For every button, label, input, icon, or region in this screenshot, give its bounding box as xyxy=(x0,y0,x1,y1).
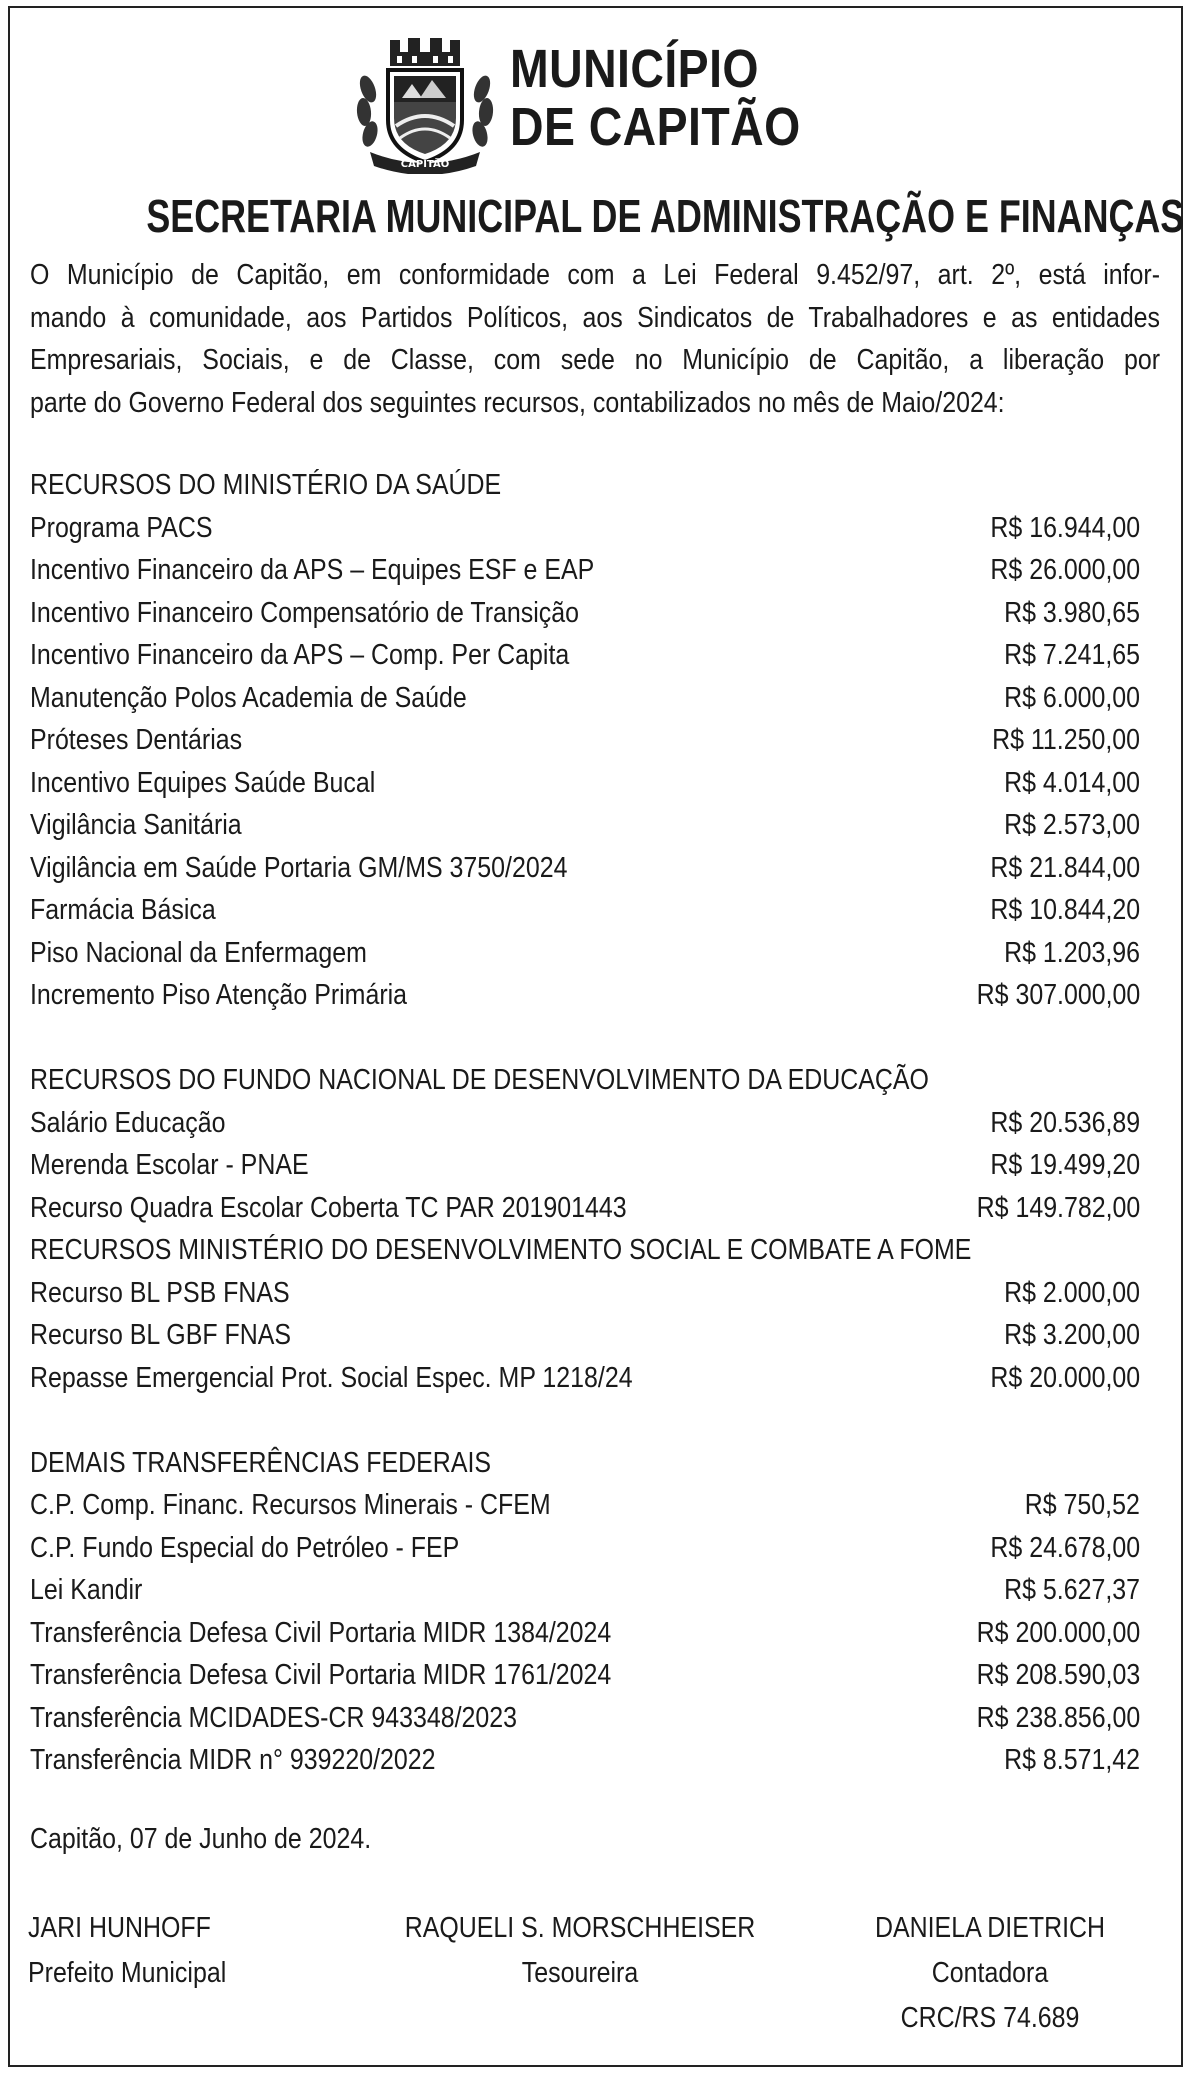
municipio-title xyxy=(510,40,801,156)
header xyxy=(0,34,1193,174)
resource-value: R$ 5.627,37 xyxy=(1004,1574,1140,1606)
resource-label: C.P. Fundo Especial do Petróleo - FEP xyxy=(30,1531,460,1564)
resource-value: R$ 4.014,00 xyxy=(1004,766,1140,799)
signature-contadora xyxy=(840,1906,1140,2041)
resource-label: Incentivo Financeiro Compensatório de Transição xyxy=(30,596,579,629)
resource-value: R$ 307.000,00 xyxy=(976,979,1140,1011)
section-title-text: DEMAIS TRANSFERÊNCIAS FEDERAIS xyxy=(30,1446,492,1479)
signature-role: Contadora xyxy=(931,1957,1049,1989)
resource-label: Incentivo Financeiro da APS – Comp. Per Capita xyxy=(30,639,570,671)
section-title xyxy=(30,1442,1140,1485)
resource-row xyxy=(30,1357,1140,1400)
resource-value: R$ 20.536,89 xyxy=(990,1106,1140,1139)
signature-extra: CRC/RS 74.689 xyxy=(900,2002,1080,2034)
resource-value: R$ 149.782,00 xyxy=(976,1191,1140,1224)
section-spacer xyxy=(30,1399,1140,1442)
resource-label: Transferência Defesa Civil Portaria MIDR 1761/2024 xyxy=(30,1659,612,1691)
resource-label: Recurso Quadra Escolar Coberta TC PAR 201901443 xyxy=(30,1191,627,1224)
intro-line: mando à comunidade, aos Partidos Políticos, aos Sindicatos de Trabalhadores e as entidades xyxy=(30,301,1161,334)
resource-row xyxy=(30,1654,1140,1697)
resource-row xyxy=(30,1739,1140,1782)
resource-value: R$ 3.200,00 xyxy=(1004,1319,1140,1351)
resource-value: R$ 11.250,00 xyxy=(992,724,1140,756)
resource-value: R$ 8.571,42 xyxy=(1004,1744,1140,1776)
resource-value: R$ 238.856,00 xyxy=(976,1701,1140,1734)
resource-label: Programa PACS xyxy=(30,511,213,544)
resource-row xyxy=(30,1272,1140,1315)
resource-label: Vigilância Sanitária xyxy=(30,809,242,841)
resource-label: Transferência Defesa Civil Portaria MIDR 1384/2024 xyxy=(30,1616,612,1649)
resource-row xyxy=(30,1569,1140,1612)
resource-row xyxy=(30,762,1140,805)
coat-of-arms-icon xyxy=(350,34,500,174)
resource-row xyxy=(30,889,1140,932)
resource-value: R$ 20.000,00 xyxy=(990,1361,1140,1394)
signature-name: RAQUELI S. MORSCHHEISER xyxy=(404,1912,756,1944)
section-title xyxy=(30,1229,1140,1272)
resource-label: Farmácia Básica xyxy=(30,894,216,926)
resource-row xyxy=(30,1187,1140,1230)
resource-label: Recurso BL GBF FNAS xyxy=(30,1319,292,1351)
secretaria-heading xyxy=(0,190,1193,242)
resource-label: Manutenção Polos Academia de Saúde xyxy=(30,681,467,714)
resource-value: R$ 750,52 xyxy=(1024,1489,1140,1521)
section-title xyxy=(30,1059,1140,1102)
section-title-text: RECURSOS DO FUNDO NACIONAL DE DESENVOLVIMENTO DA EDUCAÇÃO xyxy=(30,1064,929,1096)
resource-label: Vigilância em Saúde Portaria GM/MS 3750/2024 xyxy=(30,851,568,884)
resource-row xyxy=(30,1314,1140,1357)
resources-list xyxy=(30,464,1140,1782)
resource-row xyxy=(30,1527,1140,1570)
section-title xyxy=(30,464,1140,507)
resource-value: R$ 200.000,00 xyxy=(976,1616,1140,1649)
municipio-line-2: DE CAPITÃO xyxy=(510,97,801,157)
resource-row xyxy=(30,1102,1140,1145)
intro-line: Empresariais, Sociais, e de Classe, com sede no Município de Capitão, a liberação por xyxy=(30,344,1161,376)
signature-tesoureira xyxy=(330,1906,830,1996)
resource-row xyxy=(30,549,1140,592)
section-title-text: RECURSOS DO MINISTÉRIO DA SAÚDE xyxy=(30,469,502,501)
resource-label: Incremento Piso Atenção Primária xyxy=(30,979,408,1011)
resource-row xyxy=(30,677,1140,720)
resource-value: R$ 7.241,65 xyxy=(1004,639,1140,671)
section-title-text: RECURSOS MINISTÉRIO DO DESENVOLVIMENTO SOCIAL E COMBATE A FOME xyxy=(30,1234,972,1266)
resource-row xyxy=(30,1144,1140,1187)
resource-label: Piso Nacional da Enfermagem xyxy=(30,936,367,969)
resource-label: Repasse Emergencial Prot. Social Espec. MP 1218/24 xyxy=(30,1361,633,1394)
resource-row xyxy=(30,847,1140,890)
resource-row xyxy=(30,932,1140,975)
resource-value: R$ 2.573,00 xyxy=(1004,809,1140,841)
resource-label: Transferência MCIDADES-CR 943348/2023 xyxy=(30,1701,518,1734)
resource-row xyxy=(30,634,1140,677)
resource-row xyxy=(30,1612,1140,1655)
resource-value: R$ 3.980,65 xyxy=(1004,596,1140,629)
signature-prefeito xyxy=(28,1906,258,1996)
resource-label: Incentivo Financeiro da APS – Equipes ESF e EAP xyxy=(30,554,595,586)
resource-value: R$ 21.844,00 xyxy=(990,851,1140,884)
intro-paragraph xyxy=(30,254,1160,424)
resource-label: Merenda Escolar - PNAE xyxy=(30,1149,309,1181)
signature-name: DANIELA DIETRICH xyxy=(874,1912,1106,1944)
resource-label: C.P. Comp. Financ. Recursos Minerais - CFEM xyxy=(30,1489,551,1521)
resource-label: Lei Kandir xyxy=(30,1574,143,1606)
section-spacer xyxy=(30,1017,1140,1060)
intro-line: O Município de Capitão, em conformidade com a Lei Federal 9.452/97, art. 2º, está infor- xyxy=(30,259,1161,291)
resource-label: Incentivo Equipes Saúde Bucal xyxy=(30,766,376,799)
resource-value: R$ 2.000,00 xyxy=(1004,1276,1140,1309)
resource-value: R$ 24.678,00 xyxy=(990,1531,1140,1564)
resource-label: Salário Educação xyxy=(30,1106,226,1139)
resource-row xyxy=(30,804,1140,847)
signature-role: Prefeito Municipal xyxy=(28,1957,227,1989)
municipio-line-1: MUNICÍPIO xyxy=(510,39,759,99)
resource-row xyxy=(30,1697,1140,1740)
resource-value: R$ 10.844,20 xyxy=(990,894,1140,926)
resource-value: R$ 19.499,20 xyxy=(990,1149,1140,1181)
resource-value: R$ 1.203,96 xyxy=(1004,936,1140,969)
resource-label: Recurso BL PSB FNAS xyxy=(30,1276,290,1309)
svg-text:CAPITÃO: CAPITÃO xyxy=(400,159,450,170)
resource-row xyxy=(30,974,1140,1017)
resource-value: R$ 26.000,00 xyxy=(990,554,1140,586)
resource-value: R$ 16.944,00 xyxy=(990,511,1140,544)
signature-role: Tesoureira xyxy=(521,1957,639,1989)
date-line: Capitão, 07 de Junho de 2024. xyxy=(30,1823,372,1855)
secretaria-title: SECRETARIA MUNICIPAL DE ADMINISTRAÇÃO E FINANÇAS xyxy=(146,190,1185,242)
resource-row xyxy=(30,507,1140,550)
intro-line: parte do Governo Federal dos seguintes recursos, contabilizados no mês de Maio/2024: xyxy=(30,386,1005,419)
resource-label: Transferência MIDR n° 939220/2022 xyxy=(30,1744,436,1776)
resource-row xyxy=(30,1484,1140,1527)
signature-name: JARI HUNHOFF xyxy=(28,1912,211,1944)
resource-row xyxy=(30,719,1140,762)
resource-row xyxy=(30,592,1140,635)
resource-value: R$ 208.590,03 xyxy=(976,1659,1140,1691)
resource-label: Próteses Dentárias xyxy=(30,724,243,756)
resource-value: R$ 6.000,00 xyxy=(1004,681,1140,714)
